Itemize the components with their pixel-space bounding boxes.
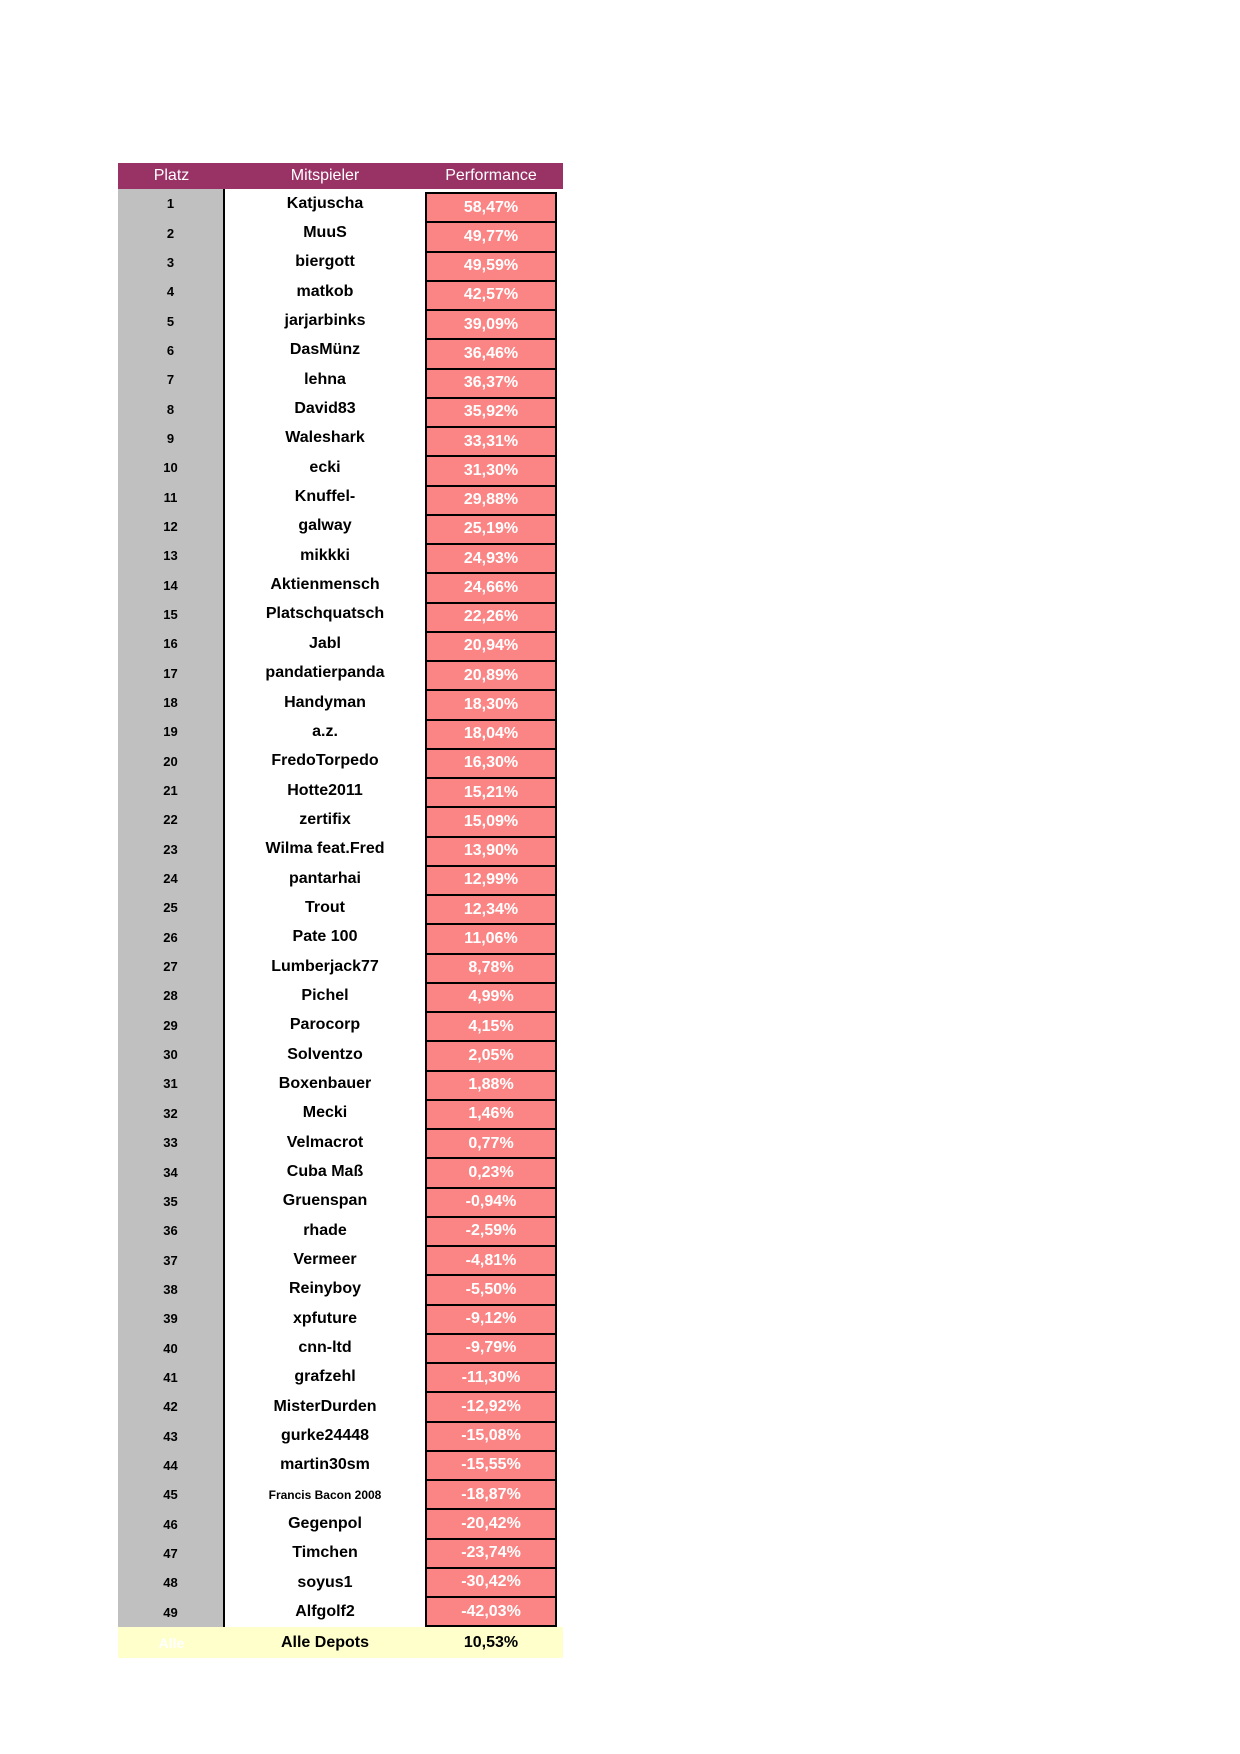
performance-cell: 8,78% <box>427 955 555 984</box>
rank-cell: 18 <box>163 695 178 711</box>
rank-cell: 5 <box>166 313 175 329</box>
rank-cell: 38 <box>163 1281 178 1297</box>
rank-cell: 41 <box>163 1369 178 1385</box>
player-name-cell: DasMünz <box>289 341 361 359</box>
player-name-cell: Pichel <box>301 986 349 1004</box>
player-name-cell: cnn-ltd <box>298 1339 352 1357</box>
rank-cell: 39 <box>163 1311 178 1327</box>
rank-cell: 43 <box>163 1428 178 1444</box>
player-name-cell: rhade <box>303 1221 347 1239</box>
performance-cell: 24,66% <box>427 574 555 603</box>
performance-cell: 12,34% <box>427 896 555 925</box>
rank-cell: 14 <box>163 577 178 593</box>
performance-cell: 0,77% <box>427 1130 555 1159</box>
player-name-cell: Pate 100 <box>292 928 358 946</box>
player-name-cell: Alfgolf2 <box>295 1603 355 1621</box>
player-name-cell: Hotte2011 <box>287 781 363 799</box>
performance-cell: -15,08% <box>427 1423 555 1452</box>
player-name-cell: Francis Bacon 2008 <box>268 1487 382 1502</box>
performance-cell: 16,30% <box>427 750 555 779</box>
player-name-cell: Katjuscha <box>286 194 364 212</box>
performance-cell: 39,09% <box>427 311 555 340</box>
player-name-cell: Solventzo <box>287 1045 363 1063</box>
performance-cell: 24,93% <box>427 545 555 574</box>
player-name-cell: MisterDurden <box>273 1397 377 1415</box>
player-name-cell: jarjarbinks <box>284 312 366 330</box>
rank-cell: 48 <box>163 1575 178 1591</box>
performance-cell: 58,47% <box>427 194 555 223</box>
rank-cell: 22 <box>163 812 178 828</box>
player-name-cell: lehna <box>304 370 346 388</box>
player-name-cell: Parocorp <box>289 1016 361 1034</box>
rank-cell: 37 <box>163 1252 178 1268</box>
rank-cell: 12 <box>163 518 178 534</box>
player-name-cell: mikkki <box>300 546 350 564</box>
player-column <box>225 189 425 1627</box>
performance-cell: 1,88% <box>427 1072 555 1101</box>
rank-column <box>118 189 225 1627</box>
rank-cell: 36 <box>163 1223 178 1239</box>
performance-cell: 20,89% <box>427 662 555 691</box>
player-name-cell: Waleshark <box>285 429 365 447</box>
player-name-cell: Aktienmensch <box>270 576 380 594</box>
rank-cell: 9 <box>166 430 175 446</box>
performance-cell: 11,06% <box>427 925 555 954</box>
performance-cell: -4,81% <box>427 1247 555 1276</box>
performance-cell: -23,74% <box>427 1540 555 1569</box>
performance-cell: -0,94% <box>427 1189 555 1218</box>
player-name-cell: Cuba Maß <box>286 1163 364 1181</box>
rank-cell: 27 <box>163 959 178 975</box>
performance-cell: -18,87% <box>427 1481 555 1510</box>
player-name-cell: Lumberjack77 <box>271 957 379 975</box>
player-name-cell: Reinyboy <box>288 1280 361 1298</box>
performance-cell: 0,23% <box>427 1159 555 1188</box>
player-name-cell: grafzehl <box>294 1368 356 1386</box>
performance-cell: 15,09% <box>427 808 555 837</box>
player-name-cell: Timchen <box>292 1544 358 1562</box>
performance-cell: 2,05% <box>427 1042 555 1071</box>
rank-cell: 17 <box>163 665 178 681</box>
player-name-cell: Trout <box>305 898 345 916</box>
rank-cell: 24 <box>163 871 178 887</box>
rank-cell: 46 <box>163 1516 178 1532</box>
player-name-cell: martin30sm <box>280 1456 370 1474</box>
player-name-cell: galway <box>298 517 352 535</box>
column-header-mitspieler: Mitspieler <box>290 167 360 184</box>
performance-cell: 25,19% <box>427 516 555 545</box>
player-name-cell: David83 <box>294 400 356 418</box>
rank-cell: 33 <box>163 1135 178 1151</box>
performance-cell: -9,12% <box>427 1306 555 1335</box>
rank-cell: 28 <box>163 988 178 1004</box>
rank-cell: 29 <box>163 1017 178 1033</box>
performance-cell: 15,21% <box>427 779 555 808</box>
performance-cell: 4,99% <box>427 984 555 1013</box>
rank-cell: 40 <box>163 1340 178 1356</box>
performance-cell: 49,59% <box>427 253 555 282</box>
performance-cell: 29,88% <box>427 487 555 516</box>
player-name-cell: Vermeer <box>293 1251 357 1269</box>
rank-cell: 2 <box>166 225 175 241</box>
summary-performance-value: 10,53% <box>463 1633 519 1651</box>
performance-cell: -20,42% <box>427 1510 555 1539</box>
player-name-cell: MuuS <box>303 224 347 242</box>
performance-cell: 36,37% <box>427 370 555 399</box>
player-name-cell: Mecki <box>302 1104 348 1122</box>
player-name-cell: soyus1 <box>297 1573 353 1591</box>
rank-cell: 23 <box>163 841 178 857</box>
player-name-cell: FredoTorpedo <box>271 752 379 770</box>
player-name-cell: Boxenbauer <box>278 1074 372 1092</box>
rank-cell: 15 <box>163 606 178 622</box>
performance-cell: -2,59% <box>427 1218 555 1247</box>
performance-cell: 18,30% <box>427 691 555 720</box>
player-name-cell: matkob <box>296 282 354 300</box>
rank-cell: 21 <box>163 783 178 799</box>
rank-cell: 3 <box>166 254 175 270</box>
player-name-cell: gurke24448 <box>280 1427 370 1445</box>
table-header-row <box>118 163 563 189</box>
performance-cell: 13,90% <box>427 838 555 867</box>
performance-cell: 42,57% <box>427 282 555 311</box>
performance-cell: 36,46% <box>427 340 555 369</box>
rank-cell: 20 <box>163 753 178 769</box>
column-header-platz: Platz <box>153 167 190 184</box>
column-header-performance: Performance <box>445 167 537 184</box>
player-name-cell: Handyman <box>284 693 366 711</box>
player-name-cell: Velmacrot <box>286 1133 364 1151</box>
performance-column <box>425 192 557 1627</box>
rank-cell: 26 <box>163 929 178 945</box>
player-name-cell: ecki <box>309 458 341 476</box>
performance-cell: 49,77% <box>427 223 555 252</box>
performance-cell: 12,99% <box>427 867 555 896</box>
rank-cell: 45 <box>163 1487 178 1503</box>
rank-cell: 25 <box>163 900 178 916</box>
rank-cell: 16 <box>163 636 178 652</box>
performance-cell: -11,30% <box>427 1364 555 1393</box>
performance-cell: 31,30% <box>427 457 555 486</box>
performance-cell: -15,55% <box>427 1452 555 1481</box>
player-name-cell: a.z. <box>312 722 338 740</box>
rank-cell: 7 <box>166 372 175 388</box>
summary-name-label: Alle Depots <box>280 1633 369 1651</box>
performance-cell: 4,15% <box>427 1013 555 1042</box>
rank-cell: 6 <box>166 342 175 358</box>
performance-cell: 1,46% <box>427 1101 555 1130</box>
performance-cell: 33,31% <box>427 428 555 457</box>
player-name-cell: Gruenspan <box>282 1192 368 1210</box>
rank-cell: 19 <box>163 724 178 740</box>
player-name-cell: Wilma feat.Fred <box>265 840 385 858</box>
summary-rank-label: Alle <box>158 1634 185 1651</box>
rank-cell: 8 <box>166 401 175 417</box>
rank-cell: 32 <box>163 1105 178 1121</box>
player-name-cell: pandatierpanda <box>265 664 385 682</box>
player-name-cell: xpfuture <box>293 1309 357 1327</box>
performance-cell: -12,92% <box>427 1393 555 1422</box>
performance-cell: 18,04% <box>427 721 555 750</box>
rank-cell: 31 <box>163 1076 178 1092</box>
rank-cell: 49 <box>163 1604 178 1620</box>
player-name-cell: Gegenpol <box>288 1515 362 1533</box>
rank-cell: 13 <box>163 548 178 564</box>
performance-cell: 20,94% <box>427 633 555 662</box>
rank-cell: 44 <box>163 1457 178 1473</box>
rank-cell: 34 <box>163 1164 178 1180</box>
rank-cell: 30 <box>163 1047 178 1063</box>
rank-cell: 35 <box>163 1193 178 1209</box>
rank-cell: 47 <box>163 1545 178 1561</box>
summary-row <box>118 1627 563 1658</box>
performance-cell: -30,42% <box>427 1569 555 1598</box>
player-name-cell: Platschquatsch <box>265 605 385 623</box>
performance-cell: 22,26% <box>427 604 555 633</box>
player-name-cell: Jabl <box>308 634 341 652</box>
player-name-cell: zertifix <box>299 810 351 828</box>
player-name-cell: biergott <box>295 253 355 271</box>
performance-cell: -42,03% <box>461 1602 521 1620</box>
rank-cell: 1 <box>166 196 175 212</box>
performance-cell: -9,79% <box>427 1335 555 1364</box>
player-name-cell: pantarhai <box>288 869 361 887</box>
rank-cell: 11 <box>163 489 178 505</box>
performance-cell: 35,92% <box>427 399 555 428</box>
rank-cell: 4 <box>166 284 175 300</box>
rank-cell: 42 <box>163 1399 178 1415</box>
rank-cell: 10 <box>163 460 178 476</box>
player-name-cell: Knuffel- <box>294 488 356 506</box>
performance-cell: -5,50% <box>427 1276 555 1305</box>
